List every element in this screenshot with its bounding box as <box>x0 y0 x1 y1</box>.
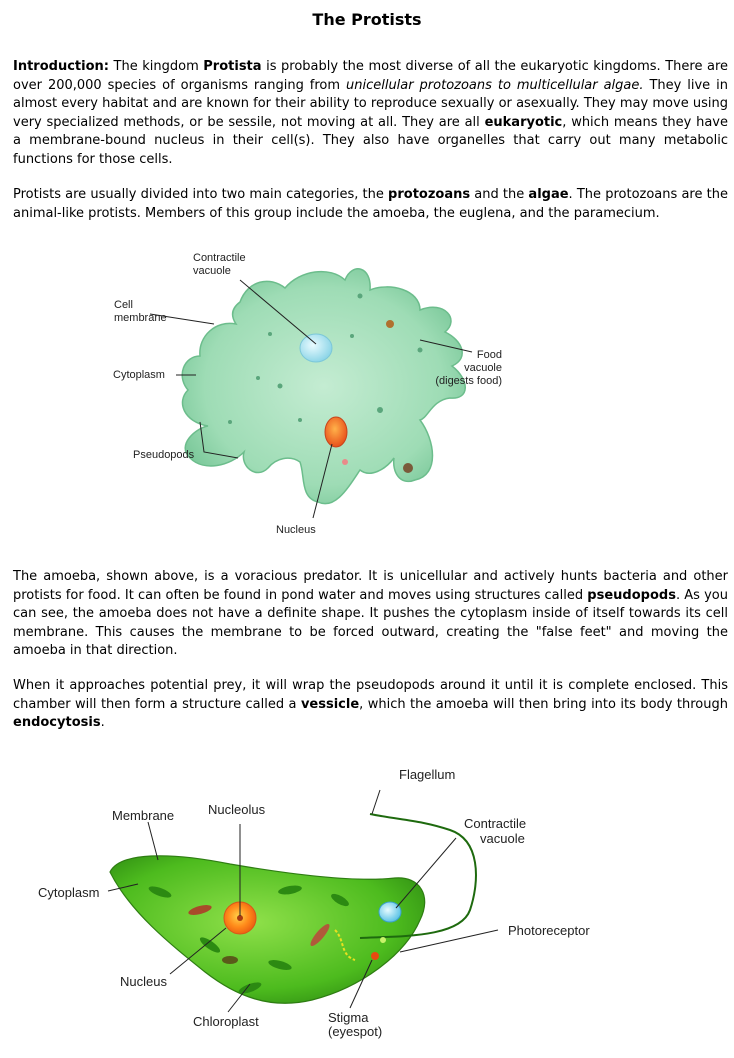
contractile-vacuole-shape <box>300 334 332 362</box>
amoeba-text: . As you can see, the amoeba does not have a definite shape. It pushes the cytoplasm inside of itself towards its cell membrane. This causes the membrane to be forced outward, creating the "false feet" and moving the amoeba in that direction. <box>13 587 728 658</box>
label-pseudopods: Pseudopods <box>133 449 195 461</box>
photoreceptor-shape <box>380 937 386 943</box>
amoeba-body <box>182 269 465 504</box>
label-stigma-1: Stigma <box>328 1010 369 1025</box>
label-nucleus: Nucleus <box>120 974 167 989</box>
amoeba-text: The amoeba, shown above, is a voracious predator. It is unicellular and actively hunts bacteria and other protists for food. It can often be found in pond water and moves using structures called <box>13 569 728 603</box>
intro-term-eukaryotic: eukaryotic <box>484 114 563 130</box>
term-pseudopods: pseudopods <box>587 587 676 603</box>
label-contractile-vacuole-2: vacuole <box>193 265 231 277</box>
euglena-contractile-vacuole-shape <box>379 902 401 922</box>
food-vacuole-shape <box>342 459 348 465</box>
granule <box>418 348 423 353</box>
granule <box>228 420 232 424</box>
intro-term-protista: Protista <box>203 59 262 74</box>
leader-line <box>400 930 498 952</box>
label-cytoplasm: Cytoplasm <box>38 885 100 900</box>
leader-line <box>148 822 158 860</box>
euglena-diagram <box>0 760 734 1058</box>
term-protozoans: protozoans <box>388 187 471 202</box>
label-food-vacuole-1: Food <box>476 349 502 361</box>
intro-paragraph <box>13 58 728 169</box>
label-stigma-2: (eyespot) <box>328 1024 383 1039</box>
prey-text: When it approaches potential prey, it will wrap the pseudopods around it until it is complete enclosed. This chamber will then form a structure called a <box>13 678 728 712</box>
particle <box>403 463 413 473</box>
intro-text: , which means they have a membrane-bound nucleus in their cell(s). They also have organelles that carry out many metabolic functions for those cells. <box>13 114 728 167</box>
intro-italic-range: unicellular protozoans to multicellular algae. <box>345 77 644 93</box>
granule <box>256 376 260 380</box>
page-title: The Protists <box>312 10 422 29</box>
label-cell-membrane-2: membrane <box>114 312 167 324</box>
prey-paragraph <box>13 677 728 733</box>
amoeba-diagram <box>0 240 734 540</box>
label-nucleolus: Nucleolus <box>208 802 266 817</box>
granule <box>278 384 283 389</box>
categories-text: . The protozoans are the animal-like protists. Members of this group include the amoeba, the euglena, and the paramecium. <box>13 187 728 221</box>
prey-text: . <box>100 715 105 730</box>
label-food-vacuole-2: vacuole <box>464 362 502 374</box>
intro-text: The kingdom <box>108 59 204 74</box>
categories-text: and the <box>470 187 529 202</box>
label-cytoplasm: Cytoplasm <box>113 369 165 381</box>
granule <box>298 418 302 422</box>
intro-lead: Introduction: <box>13 59 109 74</box>
granule <box>268 332 272 336</box>
label-flagellum: Flagellum <box>399 767 456 782</box>
label-nucleus: Nucleus <box>276 524 316 536</box>
prey-text: , which the amoeba will then bring into its body through <box>359 696 728 712</box>
label-food-vacuole-3: (digests food) <box>435 375 502 387</box>
term-vessicle: vessicle <box>300 696 360 712</box>
chloroplast-shape <box>222 956 238 964</box>
intro-text: is probably the most diverse of all the eukaryotic kingdoms. There are over 200,000 species of organisms ranging from <box>13 59 728 93</box>
leader-line <box>396 838 456 908</box>
categories-paragraph <box>13 186 728 223</box>
label-cell-membrane-1: Cell <box>114 299 133 311</box>
label-contractile-vacuole-1: Contractile <box>193 252 246 264</box>
amoeba-paragraph <box>13 568 728 661</box>
label-chloroplast: Chloroplast <box>193 1014 259 1029</box>
leader-line <box>372 790 380 814</box>
intro-text: They live in almost every habitat and are known for their ability to reproduce sexually or asexually. They may move using very specialized methods, or be sessile, not moving at all. They are all <box>13 77 728 130</box>
stigma-shape <box>371 952 379 960</box>
prey-organism <box>386 320 394 328</box>
label-contractile-vacuole-2: vacuole <box>480 831 525 846</box>
granule <box>350 334 354 338</box>
term-endocytosis: endocytosis <box>13 715 101 730</box>
term-algae: algae <box>528 187 569 202</box>
label-contractile-vacuole-1: Contractile <box>464 816 527 831</box>
label-membrane: Membrane <box>112 808 175 823</box>
nucleus-shape <box>325 417 347 447</box>
granule <box>377 407 383 413</box>
categories-text: Protists are usually divided into two main categories, the <box>13 187 389 202</box>
granule <box>358 294 363 299</box>
label-photoreceptor: Photoreceptor <box>508 923 590 938</box>
